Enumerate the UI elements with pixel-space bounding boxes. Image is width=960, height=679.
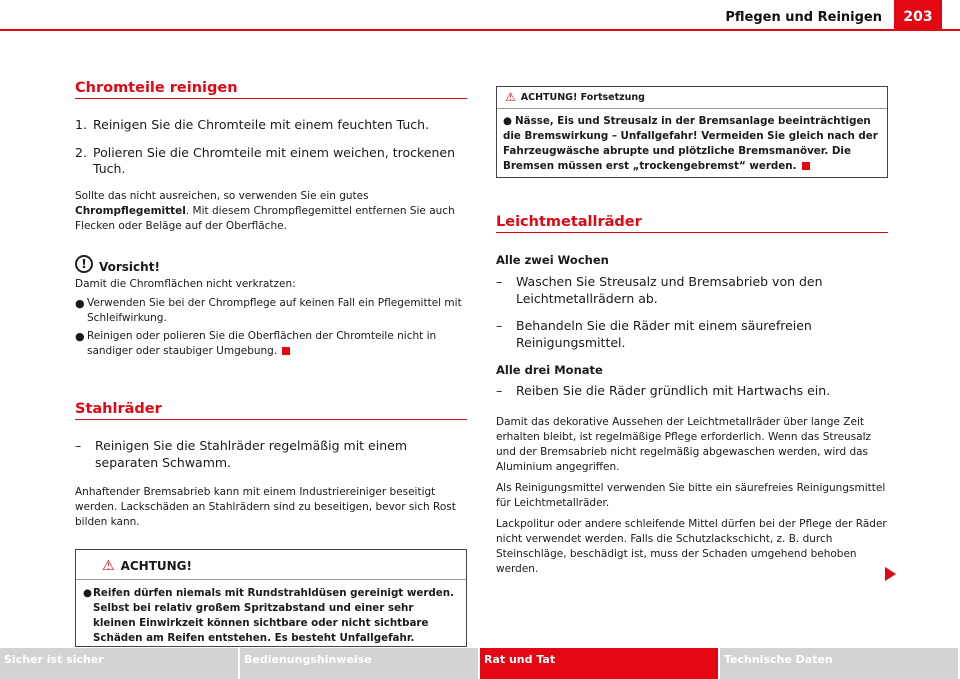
end-mark-icon [282, 347, 290, 355]
warning-box [75, 549, 467, 647]
tab-bedienungshinweise[interactable]: Bedienungshinweise [240, 648, 478, 679]
chrom-para-end: . Mit diesem Chrompflegemittel entfernen Sie auch Flecken oder Beläge auf der Oberfläche. [75, 205, 455, 232]
step-text: Reiben Sie die Räder gründlich mit Hartwachs ein. [516, 383, 831, 398]
warning-continued-box [496, 86, 888, 178]
list-item [75, 296, 467, 326]
leicht-paragraph: Damit das dekorative Aussehen der Leichtmetallräder über lange Zeit erhalten bleibt, ist regelmäßige Pflege erforderlich. Wenn das Streusalz und der Bremsabrieb nicht regelmäßig abgewaschen werden, wird das Aluminium angegriffen. [496, 416, 872, 473]
list-item [75, 145, 467, 177]
bullet-icon: ● [75, 297, 85, 310]
dash-marker: – [496, 318, 503, 333]
tab-technische-daten[interactable]: Technische Daten [720, 648, 958, 679]
step-text: Polieren Sie die Chromteile mit einem weichen, trockenen Tuch. [93, 145, 456, 176]
list-item [75, 117, 467, 133]
warning-header [76, 550, 466, 580]
chapter-title: Pflegen und Reinigen [725, 10, 882, 25]
list-item [496, 382, 888, 399]
caution-header [75, 254, 467, 274]
page-number: 203 [894, 0, 942, 31]
list-item [496, 273, 888, 307]
caution-bullet-text-inner: Reinigen oder polieren Sie die Oberflächen der Chromteile nicht in sandiger oder staubiger Umgebung. [87, 330, 437, 357]
warning-continued-text: Nässe, Eis und Streusalz in der Bremsanlage beeinträchtigen die Bremswirkung – Unfallgefahr! Vermeiden Sie gleich nach der Fahrzeugwäsche abrupte und plötzliche Bremsmanöver. Die Bremsen müssen erst „trockengebremst“ werden. [503, 115, 878, 172]
warning-continued-header [497, 87, 887, 109]
caution-bullet-text: Verwenden Sie bei der Chrompflege auf keinen Fall ein Pflegemittel mit Schleifwirkung. [87, 297, 462, 324]
stahl-paragraph: Anhaftender Bremsabrieb kann mit einem Industriereiniger beseitigt werden. Lackschäden an Stahlrädern sind zu beseitigen, bevor sich Rost bilden kann. [75, 486, 456, 528]
step-number: 2. [75, 145, 87, 160]
chrom-steps [75, 117, 467, 177]
section-title-stahlraeder: Stahlräder [75, 401, 467, 420]
page-header [0, 0, 960, 32]
caution-title: Vorsicht! [99, 260, 160, 274]
end-mark-icon [802, 162, 810, 170]
warning-body [76, 580, 466, 653]
bottom-navigation [0, 648, 960, 679]
bullet-icon: ● [83, 587, 92, 599]
exclamation-circle-icon: ! [75, 255, 93, 273]
warning-continued-body [497, 109, 887, 180]
tab-sicher-ist-sicher[interactable]: Sicher ist sicher [0, 648, 238, 679]
dash-marker: – [496, 383, 503, 398]
right-column [496, 86, 888, 577]
chrom-para-bold: Chrompflegemittel [75, 205, 186, 217]
list-item [75, 329, 467, 359]
step-number: 1. [75, 117, 87, 132]
interval-heading: Alle drei Monate [496, 363, 603, 377]
warning-triangle-icon: ⚠ [505, 90, 516, 104]
warning-text: Reifen dürfen niemals mit Rundstrahldüsen gereinigt werden. Selbst bei relativ großem Spritzabstand und einer sehr kleinen Einwirkzeit können sichtbare oder nicht sichtbare Schäden am Reifen entstehen. Es besteht Unfallgefahr. [93, 587, 454, 644]
dash-marker: – [75, 438, 82, 453]
section-title-chromteile: Chromteile reinigen [75, 80, 467, 99]
list-item [75, 437, 467, 471]
stahl-step: Reinigen Sie die Stahlräder regelmäßig mit einem separaten Schwamm. [95, 438, 407, 470]
list-item [496, 317, 888, 351]
step-text: Waschen Sie Streusalz und Bremsabrieb von den Leichtmetallrädern ab. [516, 274, 823, 306]
header-rule [0, 29, 960, 31]
bullet-icon: ● [503, 115, 512, 127]
step-text: Behandeln Sie die Räder mit einem säurefreien Reinigungsmittel. [516, 318, 812, 350]
dash-marker: – [496, 274, 503, 289]
left-column [75, 80, 467, 647]
section-title-leichtmetallraeder: Leichtmetallräder [496, 214, 888, 233]
leicht-paragraph: Lackpolitur oder andere schleifende Mittel dürfen bei der Pflege der Räder nicht verwendet werden. Falls die Schutzlackschicht, z. B. durch Steinschläge, beschädigt ist, muss der Schaden umgehend behoben werden. [496, 518, 887, 575]
step-text: Reinigen Sie die Chromteile mit einem feuchten Tuch. [93, 117, 430, 132]
warning-continued-title: ACHTUNG! Fortsetzung [520, 91, 645, 103]
caution-intro: Damit die Chromflächen nicht verkratzen: [75, 278, 296, 290]
chrom-paragraph [75, 189, 467, 234]
warning-triangle-icon: ⚠ [102, 558, 115, 574]
next-page-arrow-icon[interactable] [885, 567, 896, 581]
caution-bullet-text [87, 329, 467, 359]
bullet-icon: ● [75, 330, 85, 343]
warning-title: ACHTUNG! [120, 559, 192, 573]
leicht-paragraph: Als Reinigungsmittel verwenden Sie bitte ein säurefreies Reinigungsmittel für Leichtmetallräder. [496, 482, 886, 509]
chrom-para-start: Sollte das nicht ausreichen, so verwenden Sie ein gutes [75, 190, 369, 202]
interval-heading: Alle zwei Wochen [496, 253, 609, 267]
tab-rat-und-tat[interactable]: Rat und Tat [480, 648, 718, 679]
